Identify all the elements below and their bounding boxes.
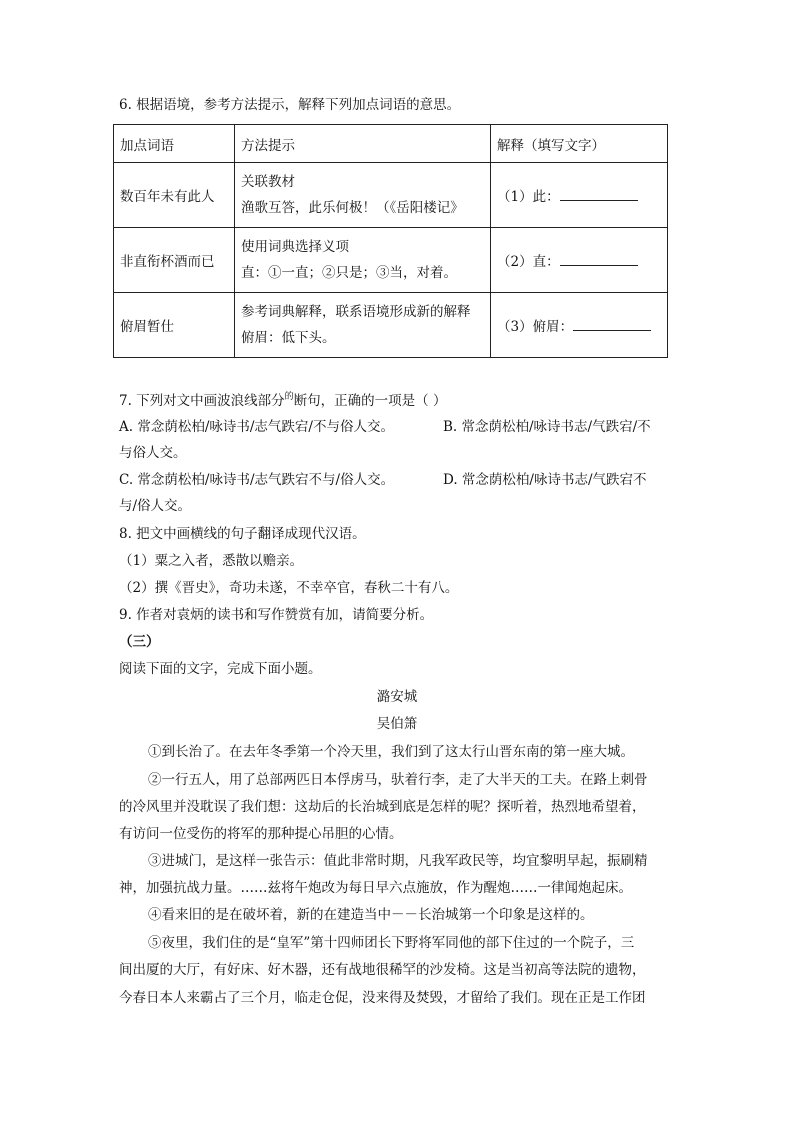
section-instruction: 阅读下面的文字，完成下面小题。 bbox=[119, 661, 322, 677]
row-hint bbox=[235, 228, 491, 293]
q8-sentence-2: （2）撰《晋史》，奇功未遂，不幸卒官，春秋二十有八。 bbox=[119, 580, 459, 596]
answer-blank[interactable] bbox=[560, 188, 638, 201]
table-row bbox=[114, 228, 668, 293]
row-word: 非直衔杯酒而已 bbox=[114, 228, 235, 293]
row-hint bbox=[235, 163, 491, 228]
q6-prompt: 6. 根据语境，参考方法提示，解释下列加点词语的意思。 bbox=[119, 97, 461, 113]
paragraph-5-line: 间出厦的大厅，有好床、好木器，还有战地很稀罕的沙发椅。这是当初高等法院的遗物， bbox=[119, 962, 646, 978]
row-hint bbox=[235, 293, 491, 358]
header-hint: 方法提示 bbox=[235, 125, 491, 163]
answer-label: （1）此： bbox=[497, 189, 560, 205]
paragraph-2-line: 有访问一位受伤的将军的那种提心吊胆的心情。 bbox=[119, 826, 403, 842]
paragraph-1: ①到长治了。在去年冬季第一个冷天里，我们到了这太行山晋东南的第一座大城。 bbox=[148, 744, 634, 760]
row-answer bbox=[491, 163, 668, 228]
answer-label: （2）直： bbox=[497, 254, 560, 270]
passage-author: 吴伯箫 bbox=[376, 716, 418, 732]
paragraph-5: ⑤夜里，我们住的是“皇军”第十四师团长下野将军同他的部下住过的一个院子，三 bbox=[148, 935, 635, 951]
vocab-table bbox=[113, 124, 668, 358]
row-answer bbox=[491, 293, 668, 358]
row-word: 数百年未有此人 bbox=[114, 163, 235, 228]
header-answer: 解释（填写文字） bbox=[491, 125, 668, 163]
q9-prompt: 9. 作者对袁炳的读书和写作赞赏有加，请简要分析。 bbox=[119, 607, 434, 623]
paragraph-3: ③进城门，是这样一张告示：值此非常时期，凡我军政民等，均宜黎明早起，振刷精 bbox=[148, 853, 648, 869]
hint-body: 渔歌互答，此乐何极！（《岳阳楼记》 bbox=[241, 200, 464, 216]
paragraph-2-line: 的冷风里并没耽误了我们想：这劫后的长治城到底是怎样的呢？探听着，热烈地希望着， bbox=[119, 799, 646, 815]
q7-option-b: B. 常念荫松柏/咏诗书志/气跌宕/不 bbox=[443, 419, 651, 435]
table-row bbox=[114, 293, 668, 358]
hint-body: 俯眉：低下头。 bbox=[241, 330, 336, 346]
row-answer bbox=[491, 228, 668, 293]
table-row bbox=[114, 163, 668, 228]
paragraph-3-line: 神，加强抗战力量。……兹将午炮改为每日早六点施放，作为醒炮……一律闻炮起床。 bbox=[119, 880, 632, 896]
q7-prompt: 7. 下列对文中画波浪线部分$^的$断句，正确的一项是（ ） bbox=[119, 392, 447, 409]
passage-title: 潞安城 bbox=[376, 689, 418, 705]
table-header-row bbox=[114, 125, 668, 163]
q8-sentence-1: （1）粟之入者，悉散以赡亲。 bbox=[119, 553, 304, 569]
paragraph-4: ④看来旧的是在破坏着，新的在建造当中－－长治城第一个印象是这样的。 bbox=[148, 907, 594, 923]
answer-blank[interactable] bbox=[560, 253, 638, 266]
hint-body: 直：①一直；②只是；③当，对着。 bbox=[241, 265, 457, 281]
section-label: （三） bbox=[119, 634, 160, 650]
hint-title: 使用词典选择义项 bbox=[241, 239, 349, 255]
q7-option-d: D. 常念荫松柏/咏诗书志/气跌宕不 bbox=[443, 472, 647, 488]
hint-title: 关联教材 bbox=[241, 174, 295, 190]
paragraph-5-line: 今春日本人来霸占了三个月，临走仓促，没来得及焚毁，才留给了我们。现在正是工作团 bbox=[119, 990, 646, 1006]
q7-option-b-cont: 与俗人交。 bbox=[119, 445, 187, 461]
q8-prompt: 8. 把文中画横线的句子翻译成现代汉语。 bbox=[119, 526, 366, 542]
q7-option-d-cont: 与/俗人交。 bbox=[119, 498, 192, 514]
q7-option-c: C. 常念荫松柏/咏诗书/志气跌宕不与/俗人交。 bbox=[119, 472, 395, 488]
q7-option-a: A. 常念荫松柏/咏诗书/志气跌宕/不与俗人交。 bbox=[119, 419, 394, 435]
paragraph-2: ②一行五人，用了总部两匹日本俘虏马，驮着行李，走了大半天的工夫。在路上刺骨 bbox=[148, 772, 648, 788]
answer-blank[interactable] bbox=[573, 318, 651, 331]
hint-title: 参考词典解释，联系语境形成新的解释 bbox=[241, 304, 471, 320]
answer-label: （3）俯眉： bbox=[497, 319, 574, 335]
header-word: 加点词语 bbox=[114, 125, 235, 163]
row-word: 俯眉暂仕 bbox=[114, 293, 235, 358]
